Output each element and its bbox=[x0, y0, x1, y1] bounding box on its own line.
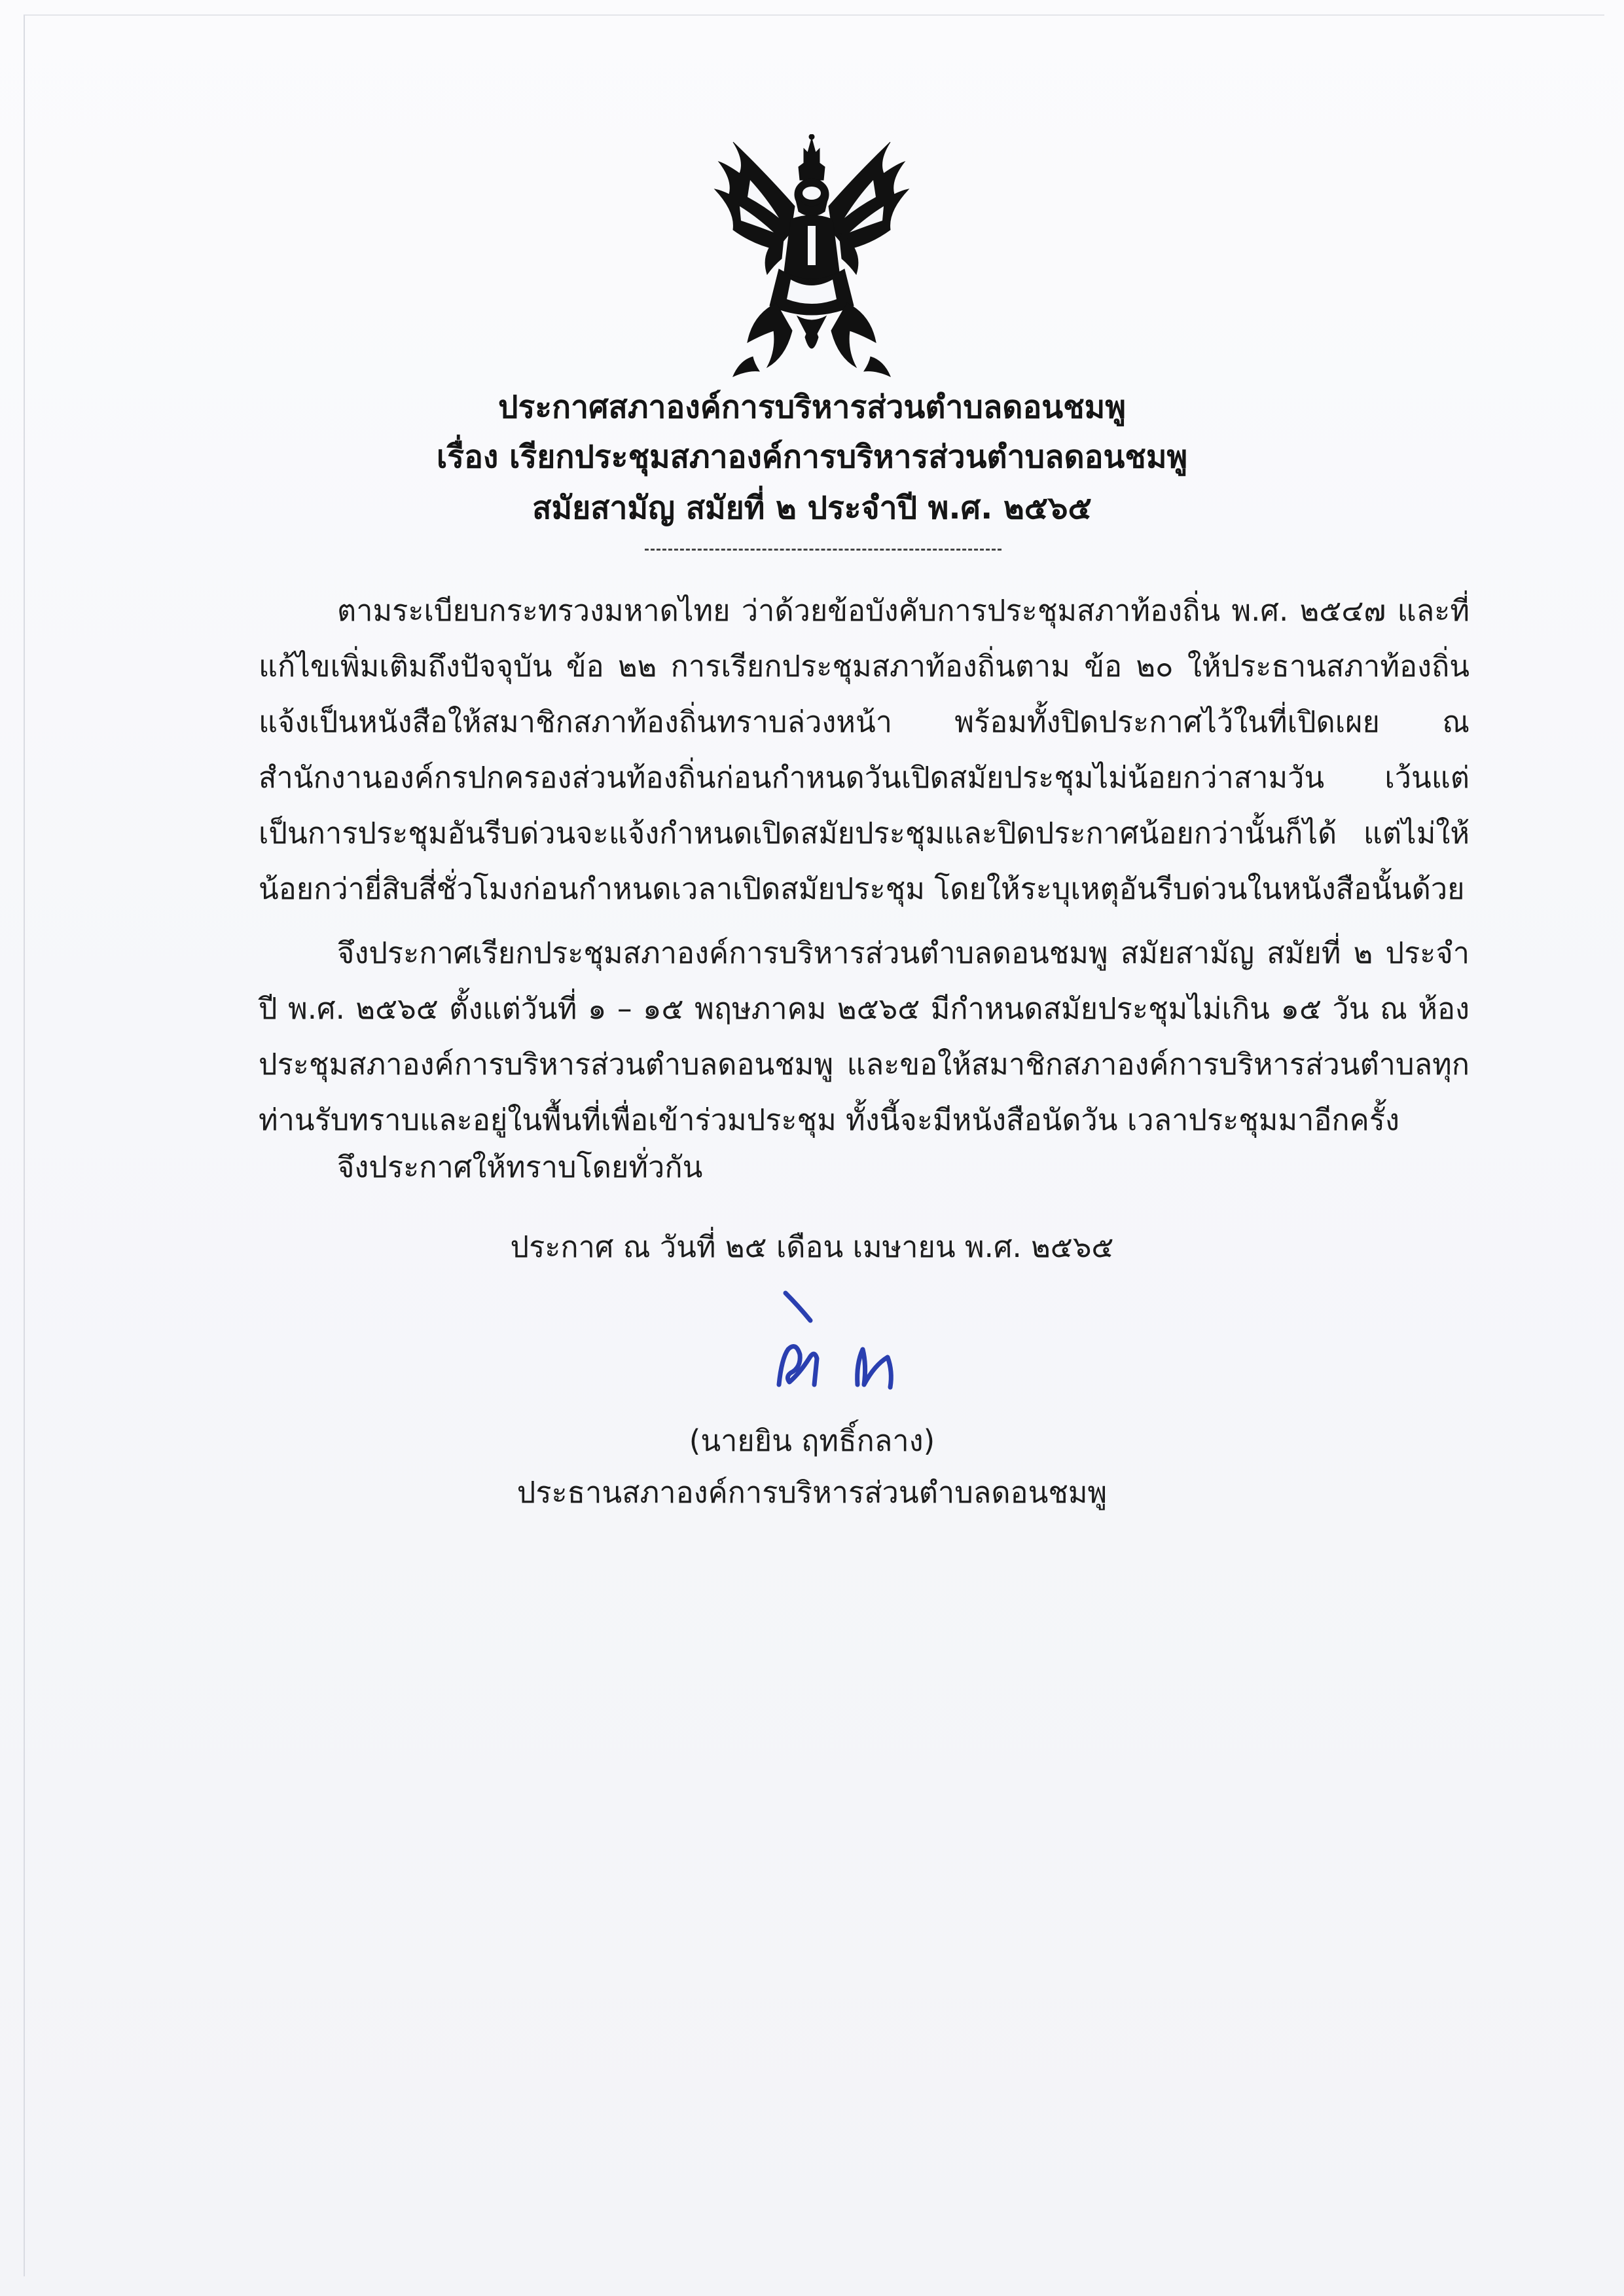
garuda-emblem-icon bbox=[713, 134, 910, 383]
heading-divider bbox=[645, 549, 1001, 551]
signer-title: ประธานสภาองค์การบริหารส่วนตำบลดอนชมพู bbox=[516, 1475, 1108, 1510]
heading-line-3: สมัยสามัญ สมัยที่ ๒ ประจำปี พ.ศ. ๒๕๖๕ bbox=[532, 490, 1092, 526]
heading-line-2: เรื่อง เรียกประชุมสภาองค์การบริหารส่วนตำบลดอนชมพู bbox=[436, 439, 1188, 475]
body-paragraph-1: ตามระเบียบกระทรวงมหาดไทย ว่าด้วยข้อบังคับการประชุมสภาท้องถิ่น พ.ศ. ๒๕๔๗ และที่แก้ไขเพิ่มเติมถึงปัจจุบัน ข้อ ๒๒ การเรียกประชุมสภาท้องถิ่นตาม ข้อ ๒๐ ให้ประธานสภาท้องถิ่นแจ้งเป็นหนังสือให้สมาชิกสภาท้องถิ่นทราบล่วงหน้า พร้อมทั้งปิดประกาศไว้ในที่เปิดเผย ณ สำนักงานองค์กรปกครองส่วนท้องถิ่นก่อนกำหนดวันเปิดสมัยประชุมไม่น้อยกว่าสามวัน เว้นแต่เป็นการประชุมอันรีบด่วนจะแจ้งกำหนดเปิดสมัยประชุมและปิดประกาศน้อยกว่านั้นก็ได้ แต่ไม่ให้น้อยกว่ายี่สิบสี่ชั่วโมงก่อนกำหนดเวลาเปิดสมัยประชุม โดยให้ระบุเหตุอันรีบด่วนในหนังสือนั้นด้วย bbox=[259, 593, 1470, 906]
announcement-date: ประกาศ ณ วันที่ ๒๕ เดือน เมษายน พ.ศ. ๒๕๖๕ bbox=[510, 1230, 1114, 1264]
handwritten-signature-icon bbox=[759, 1286, 923, 1398]
body-paragraph-2: จึงประกาศเรียกประชุมสภาองค์การบริหารส่วนตำบลดอนชมพู สมัยสามัญ สมัยที่ ๒ ประจำปี พ.ศ. ๒๕๖๕ ตั้งแต่วันที่ ๑ – ๑๕ พฤษภาคม ๒๕๖๕ มีกำหนดสมัยประชุมไม่เกิน ๑๕ วัน ณ ห้องประชุมสภาองค์การบริหารส่วนตำบลดอนชมพู และขอให้สมาชิกสภาองค์การบริหารส่วนตำบลทุกท่านรับทราบและอยู่ในพื้นที่เพื่อเข้าร่วมประชุม ทั้งนี้จะมีหนังสือนัดวัน เวลาประชุมมาอีกครั้ง bbox=[259, 936, 1470, 1137]
signer-name: (นายยิน ฤทธิ์กลาง) bbox=[689, 1423, 935, 1458]
body-paragraph-3: จึงประกาศให้ทราบโดยทั่วกัน bbox=[337, 1150, 703, 1184]
heading-line-1: ประกาศสภาองค์การบริหารส่วนตำบลดอนชมพู bbox=[498, 389, 1126, 426]
